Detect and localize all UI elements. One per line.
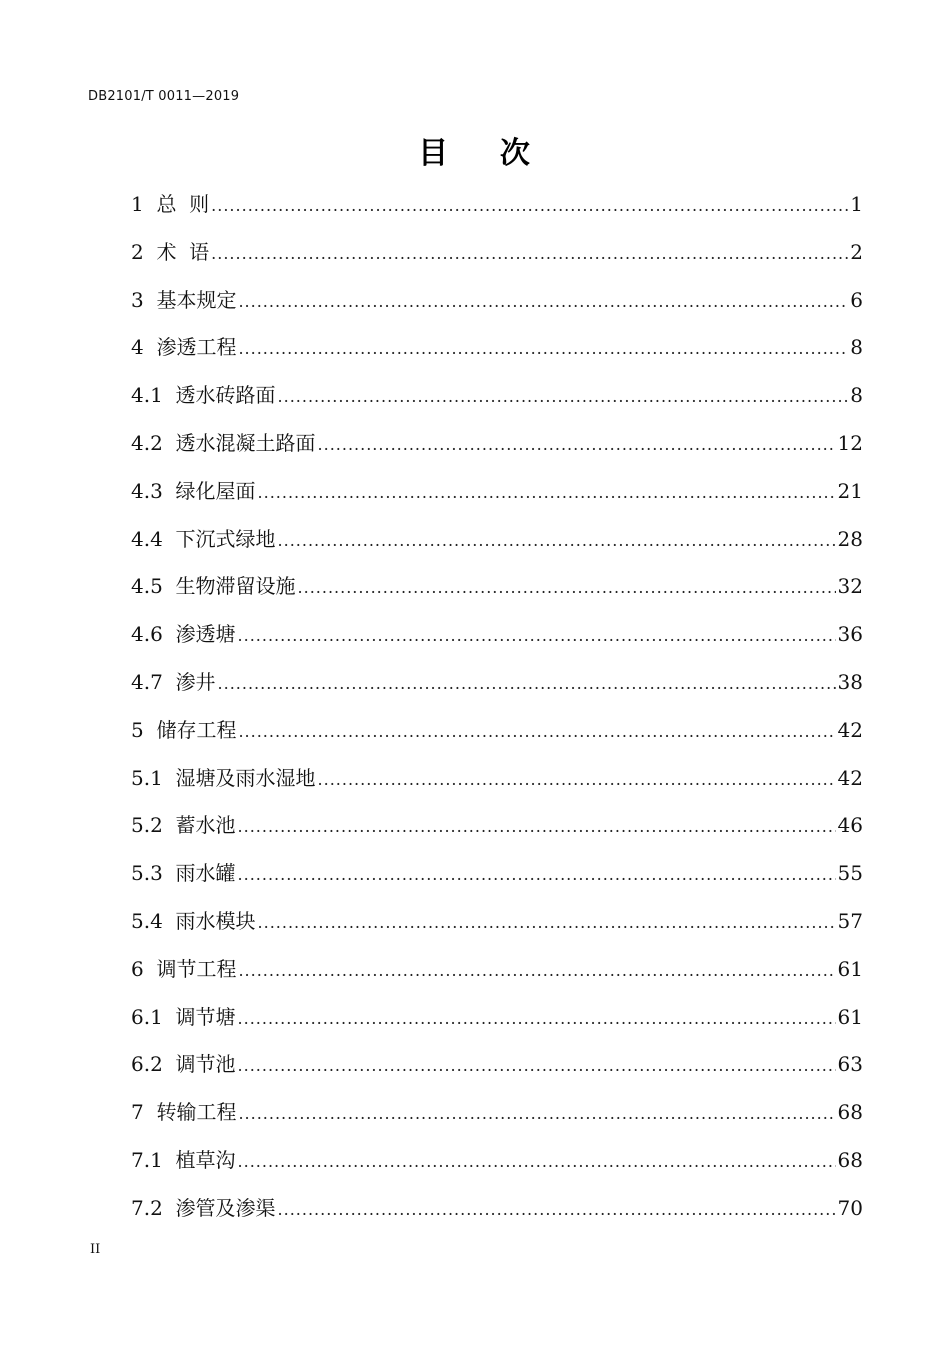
page-number: II xyxy=(90,1242,101,1257)
toc-leader xyxy=(318,756,836,804)
toc-entry[interactable] xyxy=(131,1041,863,1089)
toc-entry[interactable] xyxy=(131,563,863,611)
toc-number: 4.2 xyxy=(131,430,163,455)
toc-title: 透水砖路面 xyxy=(175,383,276,408)
toc-page-number: 6 xyxy=(850,287,863,312)
toc-number: 5 xyxy=(131,717,144,742)
toc-leader xyxy=(238,851,836,899)
toc-number: 4.4 xyxy=(131,526,163,551)
toc-leader xyxy=(238,1090,835,1138)
toc-page-number: 70 xyxy=(837,1195,863,1220)
toc-title: 调节池 xyxy=(175,1052,236,1077)
toc-title: 下沉式绿地 xyxy=(175,526,276,551)
toc-leader xyxy=(238,612,836,660)
toc-entry[interactable] xyxy=(131,1137,863,1185)
toc-title: 渗管及渗渠 xyxy=(175,1195,276,1220)
toc-entry[interactable] xyxy=(131,468,863,516)
toc-page-number: 68 xyxy=(837,1147,863,1172)
toc-title: 渗透工程 xyxy=(156,335,237,360)
toc-leader xyxy=(238,278,848,326)
toc-entry[interactable] xyxy=(131,181,863,229)
toc-page-number: 32 xyxy=(837,574,863,599)
toc-page-number: 36 xyxy=(837,622,863,647)
toc-entry[interactable] xyxy=(131,898,863,946)
toc-number: 4.1 xyxy=(131,383,163,408)
toc-page-number: 12 xyxy=(837,430,863,455)
toc-leader xyxy=(278,1186,836,1234)
toc-leader xyxy=(278,373,849,421)
toc-leader xyxy=(298,564,836,612)
toc-entry[interactable] xyxy=(131,516,863,564)
toc-leader xyxy=(238,325,848,373)
toc-number: 6.1 xyxy=(131,1004,163,1029)
toc-page-number: 55 xyxy=(837,861,863,886)
toc-page-number: 61 xyxy=(837,1004,863,1029)
toc-title: 植草沟 xyxy=(175,1147,236,1172)
toc-title: 绿化屋面 xyxy=(175,478,256,503)
toc-title: 透水混凝土路面 xyxy=(175,430,316,455)
toc-title: 总 则 xyxy=(156,192,210,216)
toc-title: 基本规定 xyxy=(156,287,237,312)
toc-leader xyxy=(238,1042,836,1090)
toc-entry[interactable] xyxy=(131,850,863,898)
toc-title: 雨水罐 xyxy=(175,861,236,886)
toc-entry[interactable] xyxy=(131,611,863,659)
toc-page-number: 8 xyxy=(850,335,863,360)
toc-page-number: 63 xyxy=(837,1052,863,1077)
toc-number: 5.4 xyxy=(131,908,163,933)
toc-title: 调节工程 xyxy=(156,956,237,981)
toc-number: 4.7 xyxy=(131,669,163,694)
toc-page-number: 42 xyxy=(837,765,863,790)
toc-entry[interactable] xyxy=(131,707,863,755)
toc-entry[interactable] xyxy=(131,1185,863,1233)
toc-entry[interactable] xyxy=(131,1089,863,1137)
toc-title: 储存工程 xyxy=(156,717,237,742)
toc-entry[interactable] xyxy=(131,755,863,803)
toc-page-number: 21 xyxy=(837,478,863,503)
toc-leader xyxy=(218,660,836,708)
table-of-contents xyxy=(131,181,863,1233)
document-id: DB2101/T 0011—2019 xyxy=(88,89,240,104)
toc-title: 调节塘 xyxy=(175,1004,236,1029)
toc-number: 7.2 xyxy=(131,1195,163,1220)
toc-entry[interactable] xyxy=(131,802,863,850)
toc-number: 4.3 xyxy=(131,478,163,503)
toc-title: 术 语 xyxy=(156,239,210,264)
toc-number: 6 xyxy=(131,956,144,981)
toc-page-number: 57 xyxy=(837,908,863,933)
toc-leader xyxy=(258,469,836,517)
toc-page-number: 68 xyxy=(837,1100,863,1125)
toc-title: 蓄水池 xyxy=(175,813,236,838)
toc-leader xyxy=(211,182,848,230)
toc-entry[interactable] xyxy=(131,277,863,325)
toc-title: 湿塘及雨水湿地 xyxy=(175,765,316,790)
toc-title: 雨水模块 xyxy=(175,908,256,933)
toc-number: 4 xyxy=(131,335,144,360)
toc-title: 转输工程 xyxy=(156,1100,237,1125)
toc-leader xyxy=(258,899,836,947)
toc-page-number: 46 xyxy=(837,813,863,838)
toc-entry[interactable] xyxy=(131,372,863,420)
toc-page-number: 28 xyxy=(837,526,863,551)
toc-entry[interactable] xyxy=(131,994,863,1042)
toc-leader xyxy=(318,421,836,469)
toc-number: 3 xyxy=(131,287,144,312)
toc-number: 5.2 xyxy=(131,813,163,838)
toc-number: 4.6 xyxy=(131,622,163,647)
toc-page-number: 38 xyxy=(837,669,863,694)
toc-title: 渗井 xyxy=(175,669,216,694)
toc-entry[interactable] xyxy=(131,659,863,707)
toc-number: 4.5 xyxy=(131,574,163,599)
toc-leader xyxy=(238,995,836,1043)
toc-entry[interactable] xyxy=(131,324,863,372)
toc-number: 7.1 xyxy=(131,1147,163,1172)
toc-leader xyxy=(238,803,836,851)
toc-title: 渗透塘 xyxy=(175,622,236,647)
toc-number: 5.3 xyxy=(131,861,163,886)
toc-page-number: 1 xyxy=(850,192,863,216)
toc-title: 生物滞留设施 xyxy=(175,574,296,599)
toc-page-number: 42 xyxy=(837,717,863,742)
page-title: 目 次 xyxy=(418,136,532,171)
toc-entry[interactable] xyxy=(131,946,863,994)
toc-number: 6.2 xyxy=(131,1052,163,1077)
toc-number: 5.1 xyxy=(131,765,163,790)
toc-page-number: 61 xyxy=(837,956,863,981)
toc-number: 2 xyxy=(131,239,144,264)
toc-leader xyxy=(238,947,835,995)
toc-leader xyxy=(211,230,848,278)
toc-page-number: 8 xyxy=(850,383,863,408)
toc-leader xyxy=(278,517,836,565)
toc-entry[interactable] xyxy=(131,229,863,277)
toc-leader xyxy=(238,1138,836,1186)
toc-number: 7 xyxy=(131,1100,144,1125)
toc-entry[interactable] xyxy=(131,420,863,468)
toc-page-number: 2 xyxy=(850,239,863,264)
toc-leader xyxy=(238,708,835,756)
toc-number: 1 xyxy=(131,192,144,216)
